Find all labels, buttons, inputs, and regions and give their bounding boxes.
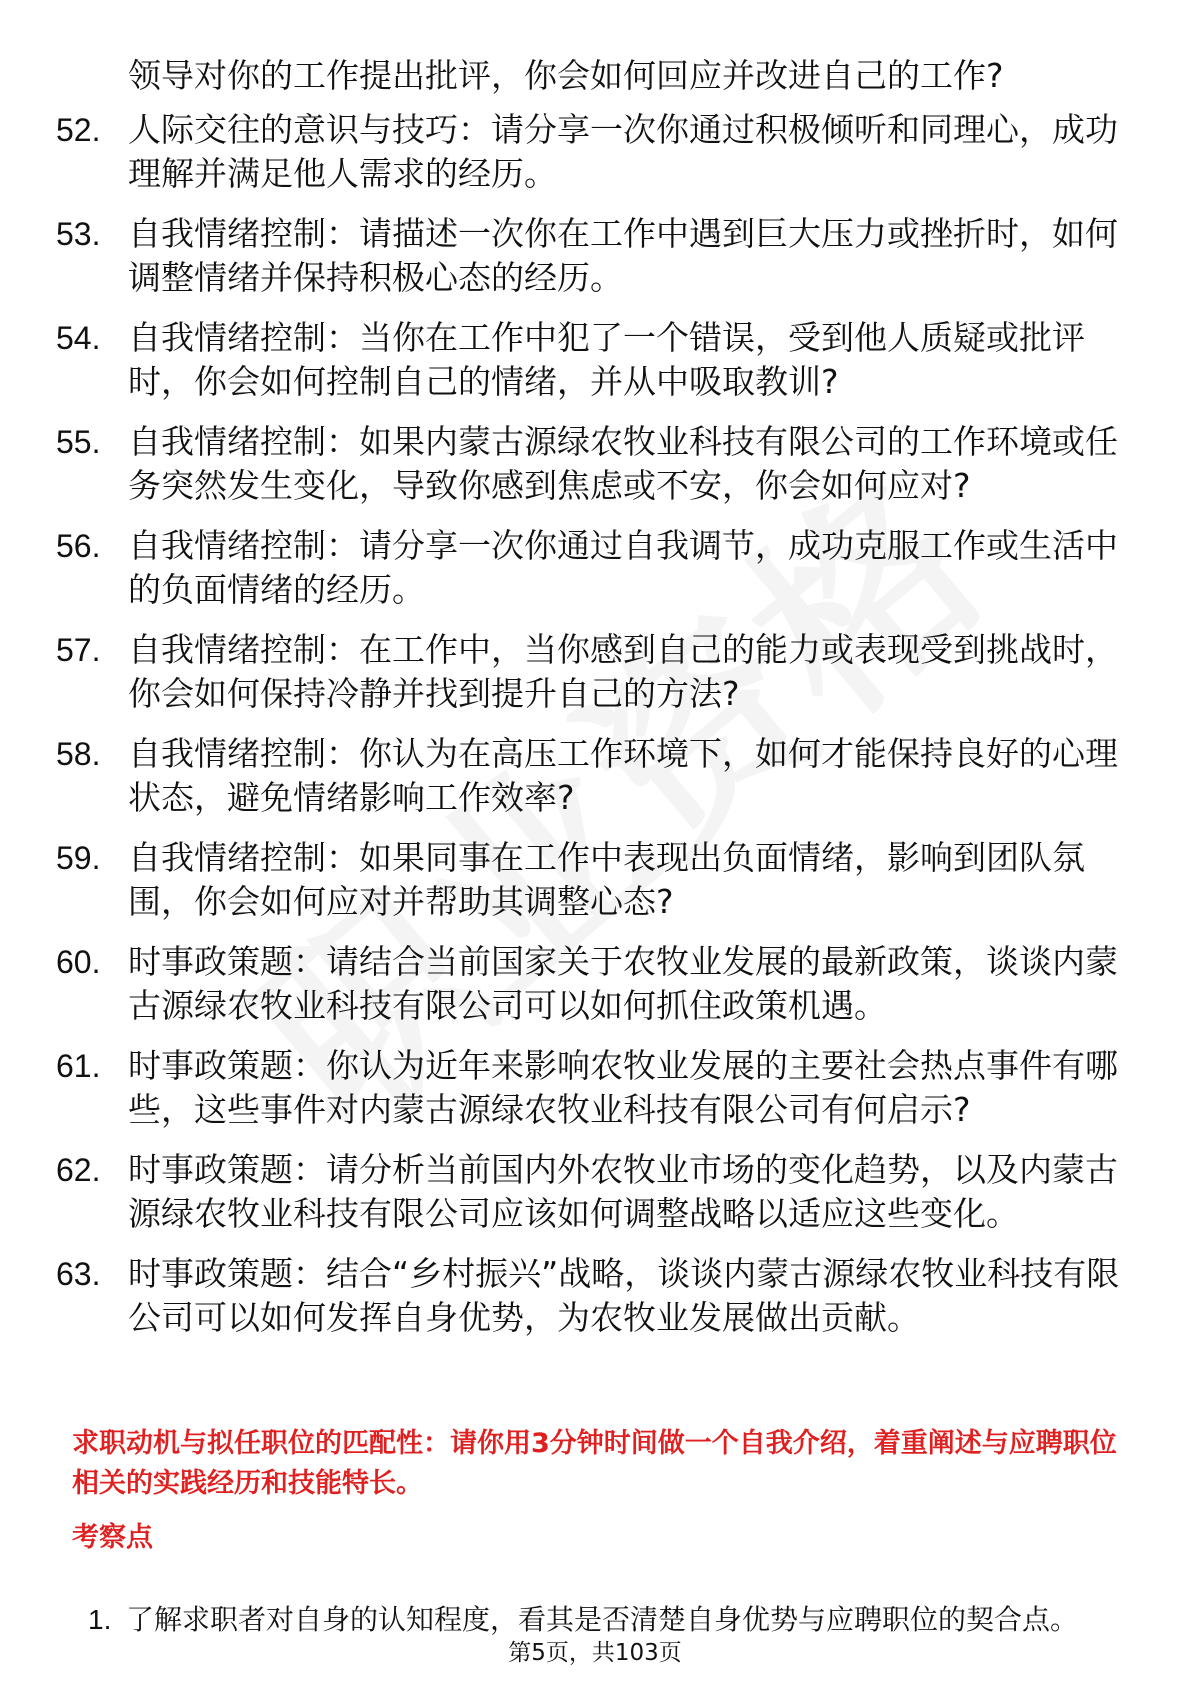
question-text: 自我情绪控制：你认为在高压工作环境下，如何才能保持良好的心理状态，避免情绪影响工作效率? [128, 734, 1118, 817]
question-text: 自我情绪控制：如果内蒙古源绿农牧业科技有限公司的工作环境或任务突然发生变化，导致你感到焦虑或不安，你会如何应对? [128, 422, 1118, 505]
question-text: 自我情绪控制：当你在工作中犯了一个错误，受到他人质疑或批评时，你会如何控制自己的情绪，并从中吸取教训? [128, 318, 1085, 401]
question-number: 54. [56, 320, 101, 356]
assessment-point-text: 了解求职者对自身的认知程度，看其是否清楚自身优势与应聘职位的契合点。 [126, 1603, 1079, 1636]
question-number: 55. [56, 424, 101, 460]
question-item [56, 1252, 1146, 1340]
question-number: 56. [56, 528, 101, 564]
question-item [56, 1148, 1146, 1236]
question-text: 自我情绪控制：请描述一次你在工作中遇到巨大压力或挫折时，如何调整情绪并保持积极心态的经历。 [128, 214, 1118, 297]
question-item [56, 316, 1146, 404]
question-number: 53. [56, 216, 101, 252]
question-number: 59. [56, 840, 101, 876]
question-number: 57. [56, 632, 101, 668]
page-footer: 第5页，共103页 [508, 1640, 682, 1666]
question-text: 时事政策题：你认为近年来影响农牧业发展的主要社会热点事件有哪些，这些事件对内蒙古源绿农牧业科技有限公司有何启示? [128, 1046, 1118, 1129]
question-item [56, 732, 1146, 820]
question-number: 52. [56, 112, 101, 148]
question-text: 自我情绪控制：在工作中，当你感到自己的能力或表现受到挑战时，你会如何保持冷静并找到提升自己的方法? [128, 630, 1118, 713]
question-item [56, 836, 1146, 924]
question-item [56, 940, 1146, 1028]
question-text: 时事政策题：请分析当前国内外农牧业市场的变化趋势，以及内蒙古源绿农牧业科技有限公司应该如何调整战略以适应这些变化。 [128, 1150, 1118, 1233]
assessment-point-number: 1. [88, 1604, 112, 1635]
question-number: 60. [56, 944, 101, 980]
question-item [56, 628, 1146, 716]
question-number: 63. [56, 1256, 101, 1292]
question-text: 自我情绪控制：如果同事在工作中表现出负面情绪，影响到团队氛围，你会如何应对并帮助其调整心态? [128, 838, 1085, 921]
question-list [56, 108, 1146, 1356]
question-text: 自我情绪控制：请分享一次你通过自我调节，成功克服工作或生活中的负面情绪的经历。 [128, 526, 1118, 609]
question-item [56, 108, 1146, 196]
assessment-point [88, 1600, 1148, 1640]
question-item [56, 524, 1146, 612]
assessment-points-title: 考察点 [72, 1522, 153, 1553]
question-text: 时事政策题：结合“乡村振兴”战略，谈谈内蒙古源绿农牧业科技有限公司可以如何发挥自身优势，为农牧业发展做出贡献。 [128, 1254, 1120, 1337]
question-number: 62. [56, 1152, 101, 1188]
question-continuation: 领导对你的工作提出批评，你会如何回应并改进自己的工作? [128, 56, 1004, 95]
question-item [56, 420, 1146, 508]
question-number: 61. [56, 1048, 101, 1084]
question-text: 人际交往的意识与技巧：请分享一次你通过积极倾听和同理心，成功理解并满足他人需求的经历。 [128, 110, 1118, 193]
question-item [56, 1044, 1146, 1132]
question-item [56, 212, 1146, 300]
section-heading: 求职动机与拟任职位的匹配性：请你用3分钟时间做一个自我介绍，着重阐述与应聘职位相关的实践经历和技能特长。 [72, 1428, 1117, 1499]
question-text: 时事政策题：请结合当前国家关于农牧业发展的最新政策，谈谈内蒙古源绿农牧业科技有限公司可以如何抓住政策机遇。 [128, 942, 1118, 1025]
question-number: 58. [56, 736, 101, 772]
